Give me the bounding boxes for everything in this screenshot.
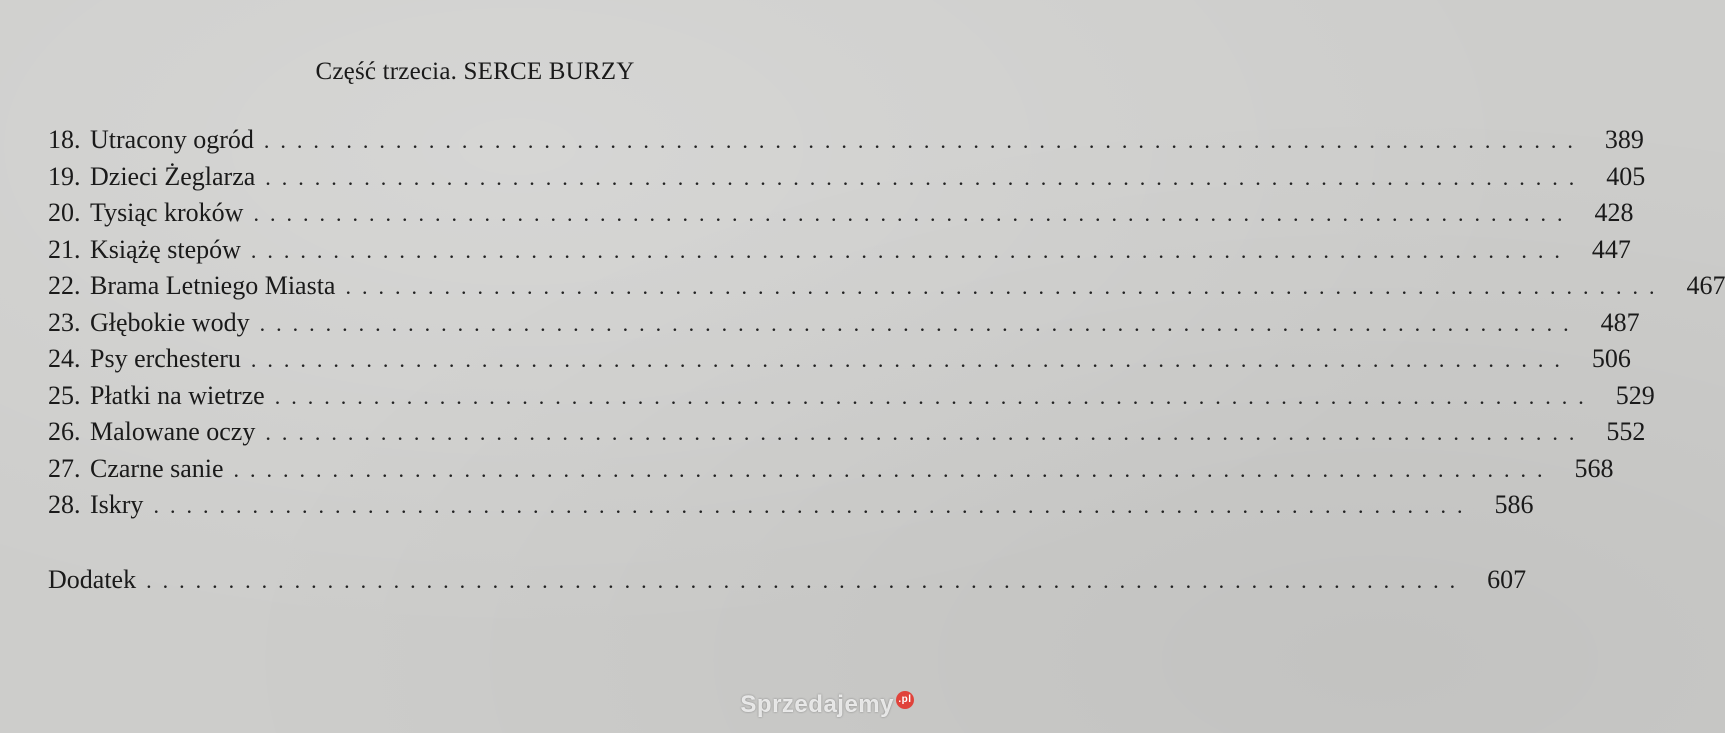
toc-entry	[48, 268, 1725, 305]
toc-entry	[48, 451, 1614, 488]
chapter-title: Głębokie wody	[90, 307, 250, 337]
page-number: 487	[1600, 307, 1640, 337]
page-number: 568	[1574, 453, 1614, 483]
page-number: 552	[1606, 417, 1646, 446]
table-of-contents	[48, 122, 1725, 524]
page-number: 506	[1591, 344, 1631, 373]
page-number: 447	[1591, 234, 1631, 264]
chapter-title: Iskry	[90, 490, 144, 519]
part-title: Część trzecia. SERCE BURZY	[315, 58, 635, 85]
chapter-number: 27.	[48, 453, 81, 483]
chapter-number: 28.	[48, 490, 81, 519]
chapter-number: 18.	[48, 125, 81, 154]
page-number: 389	[1604, 125, 1644, 154]
toc-entry	[48, 414, 1646, 451]
dot-leader: ................................................................................	[265, 420, 1586, 445]
toc-entry	[48, 122, 1644, 159]
chapter-number: 25.	[48, 380, 81, 410]
dot-leader: ................................................................................	[146, 568, 1467, 593]
page-number: 607	[1487, 565, 1527, 594]
appendix-entry	[48, 562, 1527, 599]
dot-leader: ................................................................................	[253, 201, 1574, 226]
chapter-number: 26.	[48, 417, 81, 446]
toc-entry	[48, 341, 1631, 378]
page-number: 529	[1615, 380, 1655, 410]
watermark-logo	[740, 691, 914, 719]
page-number: 467	[1686, 271, 1725, 300]
chapter-number: 20.	[48, 198, 81, 227]
chapter-number: 22.	[48, 271, 81, 300]
chapter-title: Czarne sanie	[90, 453, 224, 483]
dot-leader: ................................................................................	[263, 128, 1584, 153]
dot-leader: ................................................................................	[265, 164, 1586, 190]
chapter-title: Książę stepów	[90, 234, 241, 264]
watermark-badge: .pl	[896, 691, 914, 709]
chapter-number: 19.	[48, 161, 81, 191]
chapter-title: Dzieci Żeglarza	[90, 161, 256, 191]
page-number: 428	[1594, 198, 1634, 227]
chapter-title: Psy erchesteru	[90, 344, 241, 373]
chapter-title: Malowane oczy	[90, 417, 256, 446]
chapter-title: Brama Letniego Miasta	[90, 271, 336, 300]
toc-entry	[48, 562, 1527, 599]
dot-leader: ................................................................................	[274, 383, 1595, 409]
toc-entry	[48, 232, 1631, 269]
dot-leader: ................................................................................	[250, 237, 1571, 263]
toc-entry	[48, 305, 1640, 342]
dot-leader: ................................................................................	[250, 347, 1571, 372]
watermark-text: Sprzedajemy	[740, 691, 894, 718]
chapter-number: 24.	[48, 344, 81, 373]
toc-entry	[48, 487, 1534, 524]
dot-leader: ................................................................................	[345, 274, 1666, 299]
chapter-title: Płatki na wietrze	[90, 380, 265, 410]
dot-leader: ................................................................................	[233, 456, 1554, 482]
chapter-title: Utracony ogród	[90, 125, 254, 154]
toc-entry	[48, 159, 1646, 196]
dot-leader: ................................................................................	[153, 493, 1474, 518]
dot-leader: ................................................................................	[259, 310, 1580, 336]
chapter-number: 23.	[48, 307, 81, 337]
page-number: 405	[1606, 161, 1646, 191]
toc-entry	[48, 378, 1655, 415]
appendix-title: Dodatek	[48, 565, 137, 594]
toc-entry	[48, 195, 1634, 232]
chapter-title: Tysiąc kroków	[90, 198, 244, 227]
page-number: 586	[1494, 490, 1534, 519]
chapter-number: 21.	[48, 234, 81, 264]
